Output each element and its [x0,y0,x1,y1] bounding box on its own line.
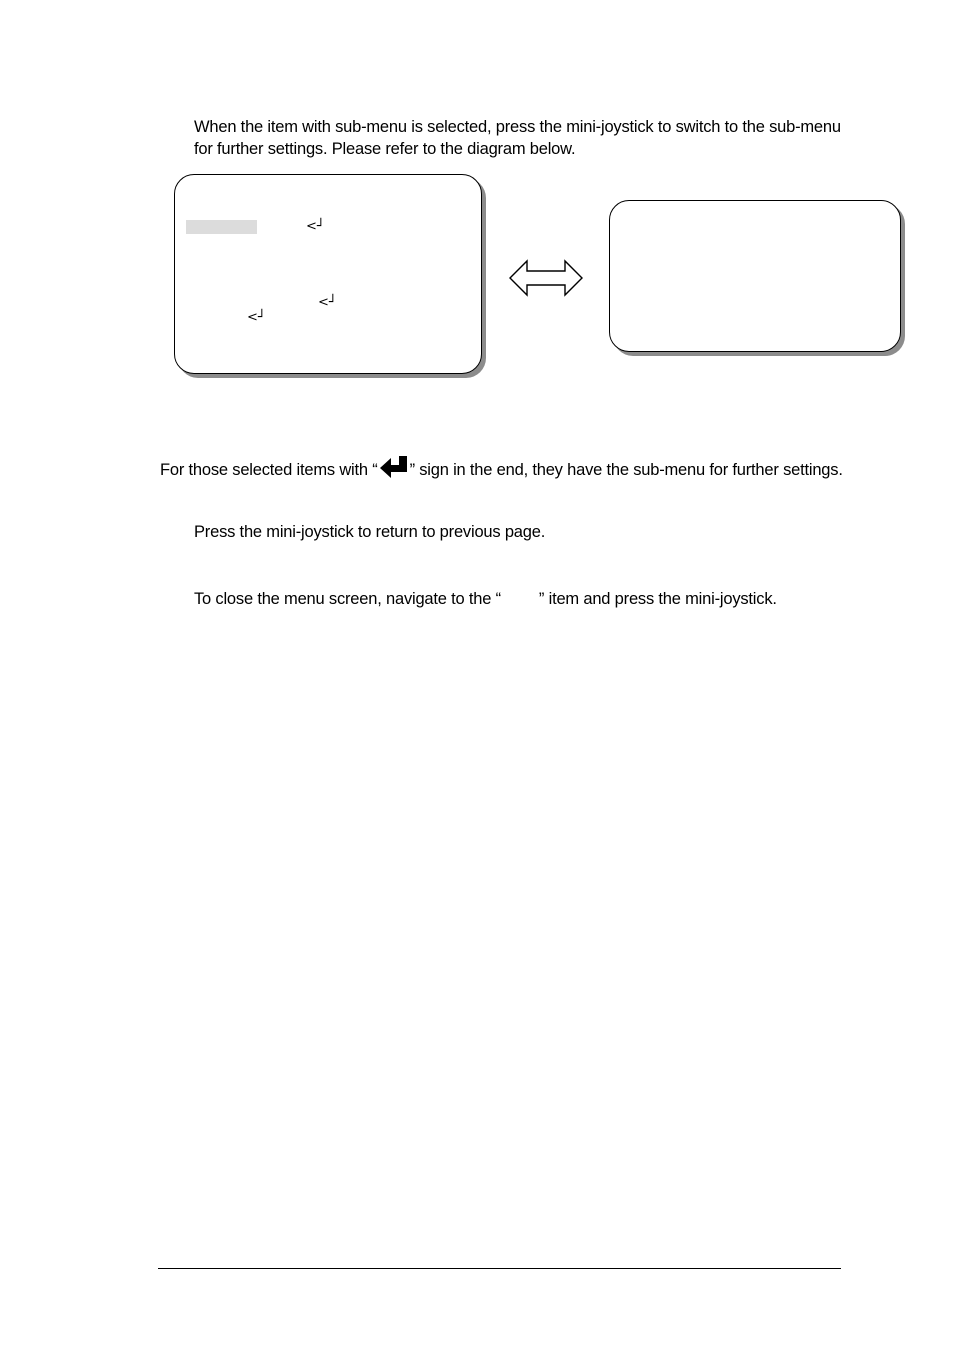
double-headed-arrow-icon [508,259,584,297]
submenu-enter-icon: <┘ [318,295,337,310]
close-instruction [194,588,777,610]
selected-item-highlight [186,220,257,234]
submenu-enter-icon: <┘ [306,219,325,234]
footer-divider [158,1268,841,1269]
submenu-sign-note [160,455,843,481]
main-menu-screen [174,174,482,374]
intro-line-2: for further settings. Please refer to the diagram below. [194,140,576,158]
note-text-before: For those selected items with “ [160,461,378,479]
intro-line-1: When the item with sub-menu is selected, press the mini-joystick to switch to the sub-menu [194,118,841,136]
enter-arrow-icon [379,455,409,479]
submenu-enter-icon: <┘ [247,310,266,325]
close-text-after: ” item and press the mini-joystick. [538,590,777,608]
note-text-after: ” sign in the end, they have the sub-menu for further settings. [409,461,843,479]
sub-menu-screen [609,200,901,352]
return-instruction: Press the mini-joystick to return to previous page. [194,523,546,541]
close-text-before: To close the menu screen, navigate to the “ [194,590,501,608]
